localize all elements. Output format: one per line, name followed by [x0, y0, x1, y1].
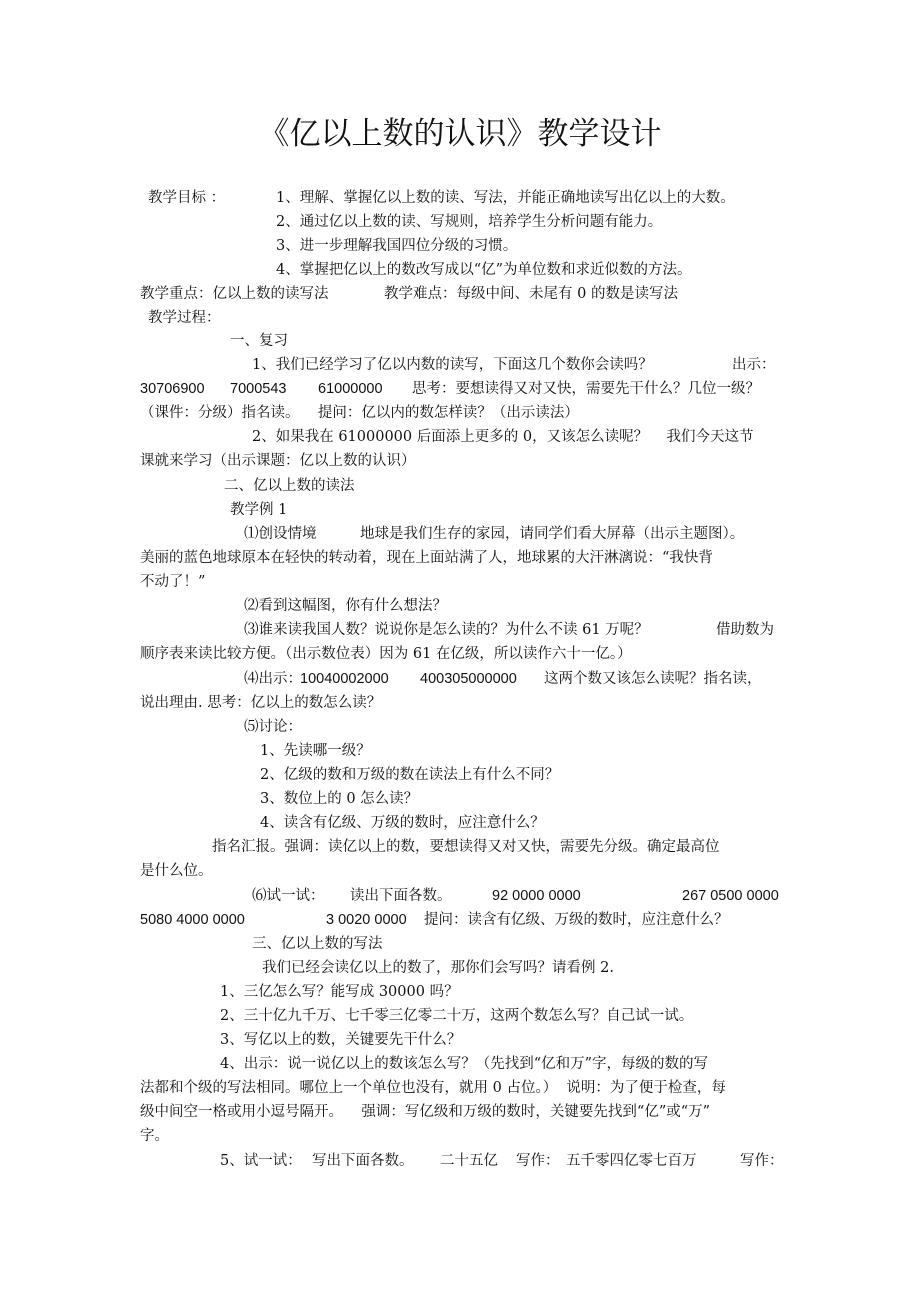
step-text: ⑵看到这幅图，你有什么想法？	[244, 598, 447, 614]
scenario-text: 地球是我们生存的家园，请同学们看大屏幕（出示主题图）。	[360, 526, 745, 542]
step-text: 这两个数又该怎么读呢？指名读，	[544, 671, 762, 687]
review-number: 7000543	[230, 381, 287, 397]
section-heading: 三、亿以上数的写法	[252, 936, 383, 952]
writing-try-text: 写作：	[740, 1153, 784, 1169]
writing-try-text: 五千零四亿零七百万	[566, 1153, 697, 1169]
objectives-label: 教学目标 ：	[148, 190, 226, 206]
writing-try-text: 写作：	[516, 1153, 560, 1169]
report-text: 是什么位。	[140, 863, 213, 879]
review-line: 课就来学习（出示课题：亿以上数的认识）	[140, 453, 416, 469]
writing-try-text: 写出下面各数。	[312, 1153, 414, 1169]
writing-try-label: 5、试一试：	[220, 1153, 302, 1169]
step-text: 顺序表来读比较方便。（出示数位表）因为 61 在亿级，所以读作六十一亿。）	[140, 646, 632, 662]
writing-try-text: 二十五亿	[440, 1153, 498, 1169]
writing-item: 4、出示：说一说亿以上的数该怎么写？（先找到“亿和万”字，每级的数的写	[220, 1056, 709, 1072]
example-label: 教学例 1	[230, 502, 288, 518]
step-text: 说出理由. 思考：亿以上的数怎么读？	[140, 695, 382, 711]
objective-item: 4、掌握把亿以上的数改写成以“亿”为单位数和求近似数的方法。	[276, 262, 692, 278]
discussion-question: 3、数位上的 0 怎么读？	[260, 791, 419, 807]
try-text: 读出下面各数。	[350, 888, 452, 904]
report-text: 指名汇报。强调：读亿以上的数，要想读得又对又快，需要先分级。确定最高位	[212, 839, 720, 855]
step-text: ⑸讨论：	[244, 719, 302, 735]
review-line: （课件：分级）指名读。 提问：亿以内的数怎样读？（出示读法）	[140, 405, 579, 421]
try-number: 267 0500 0000	[682, 888, 779, 904]
process-label: 教学过程：	[148, 310, 221, 326]
discussion-question: 4、读含有亿级、万级的数时，应注意什么？	[260, 815, 545, 831]
scenario-text: 不动了！”	[140, 574, 206, 590]
difficulty-point: 教学难点：每级中间、未尾有 0 的数是读写法	[384, 286, 678, 302]
section-heading: 一、复习	[230, 333, 288, 349]
writing-item: 2、三十亿九千万、七千零三亿零二十万，这两个数怎么写？自己试一试。	[220, 1008, 694, 1024]
objective-item: 2、通过亿以上数的读、写规则，培养学生分析问题有能力。	[276, 214, 663, 230]
review-think: 思考：要想读得又对又快，需要先干什么？几位一级？	[412, 381, 760, 397]
try-number: 3 0020 0000	[326, 912, 407, 928]
key-point: 教学重点：亿以上数的读写法	[140, 286, 329, 302]
scenario-label: ⑴创设情境	[244, 526, 317, 542]
discussion-question: 2、亿级的数和万级的数在读法上有什么不同？	[260, 767, 560, 783]
review-show: 出示：	[732, 357, 776, 373]
review-number: 30706900	[140, 381, 205, 397]
writing-item: 3、写亿以上的数，关键要先干什么？	[220, 1032, 462, 1048]
try-number: 5080 4000 0000	[140, 912, 245, 928]
writing-item: 级中间空一格或用小逗号隔开。 强调：写亿级和万级的数时，关键要先找到“亿”或“万”	[140, 1104, 711, 1120]
writing-item: 1、三亿怎么写？能写成 30000 吗？	[220, 984, 459, 1000]
try-text: 提问：读含有亿级、万级的数时，应注意什么？	[424, 912, 729, 928]
step-text: ⑷出示：	[244, 671, 302, 687]
document-title: 《亿以上数的认识》教学设计	[258, 116, 662, 152]
try-label: ⑹试一试：	[252, 888, 325, 904]
review-line: 1、我们已经学习了亿以内数的读写，下面这几个数你会读吗？	[252, 357, 653, 373]
step-text: ⑶谁来读我国人数？说说你是怎么读的？为什么不读 61 万呢？	[244, 622, 649, 638]
section-heading: 二、亿以上数的读法	[224, 478, 355, 494]
example-number: 10040002000	[300, 671, 389, 687]
discussion-question: 1、先读哪一级？	[260, 743, 371, 759]
review-line: 2、如果我在 61000000 后面添上更多的 0，又该怎么读呢？ 我们今天这节	[252, 429, 754, 445]
writing-intro: 我们已经会读亿以上的数了，那你们会写吗？请看例 2.	[262, 960, 614, 976]
step-text: 借助数为	[716, 622, 774, 638]
objective-item: 1、理解、掌握亿以上数的读、写法，并能正确地读写出亿以上的大数。	[276, 190, 735, 206]
review-number: 61000000	[318, 381, 383, 397]
writing-item: 法都和个级的写法相同。哪位上一个单位也没有，就用 0 占位。） 说明：为了便于检查，每	[140, 1080, 726, 1096]
writing-item: 字。	[140, 1128, 169, 1144]
objective-item: 3、进一步理解我国四位分级的习惯。	[276, 238, 518, 254]
scenario-text: 美丽的蓝色地球原本在轻快的转动着，现在上面站满了人，地球累的大汗淋漓说：“我快背	[140, 550, 713, 566]
try-number: 92 0000 0000	[492, 888, 581, 904]
example-number: 400305000000	[420, 671, 517, 687]
